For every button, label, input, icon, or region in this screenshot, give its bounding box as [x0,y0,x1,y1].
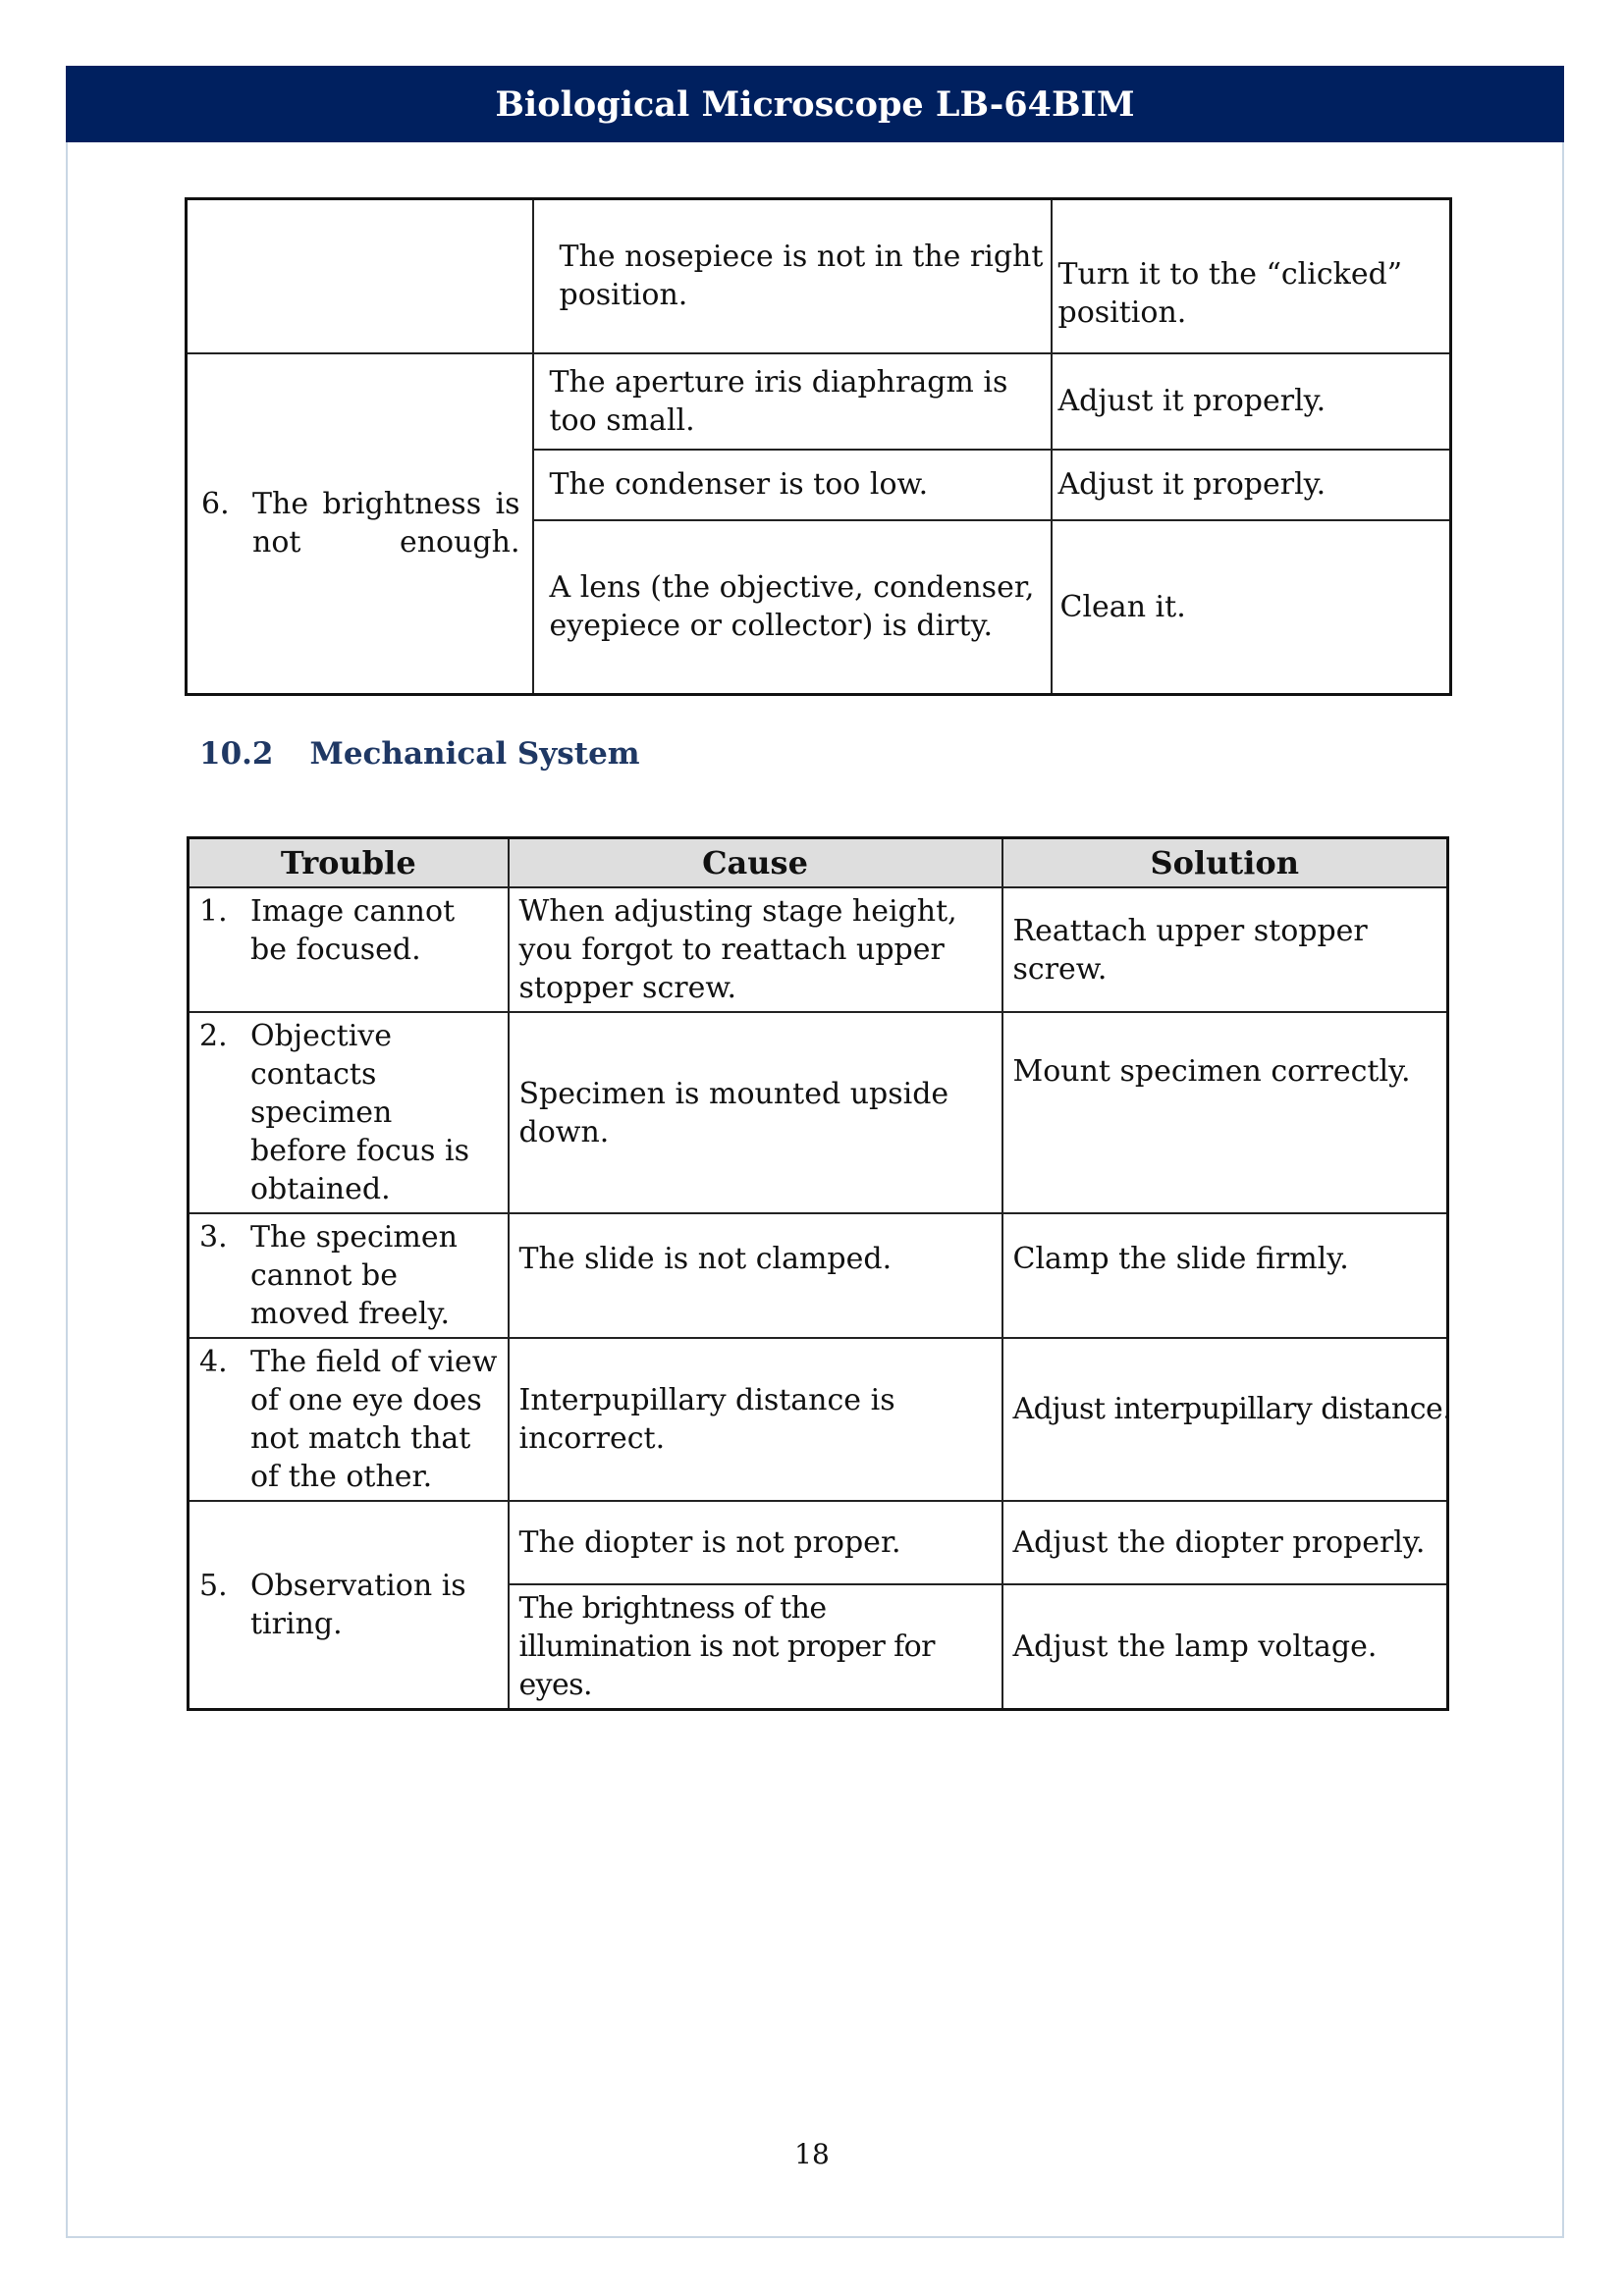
table-row [189,1338,1448,1501]
table-row [189,1012,1448,1213]
solution-cell: Clamp the slide firmly. [1002,1213,1448,1338]
trouble-cell [189,1501,509,1710]
solution-cell: Adjust it properly. [1052,353,1451,450]
cause-text: The brightness of the illumination is not proper for eyes. [518,1591,935,1702]
trouble-number: 3. [199,1220,228,1255]
trouble-text: The specimen cannot be moved freely. [250,1220,458,1331]
trouble-text: The field of view of one eye does not match that of the other. [250,1345,498,1494]
table-row [187,353,1451,450]
cause-cell: Specimen is mounted upside down. [509,1012,1002,1213]
cause-cell [509,1584,1002,1710]
cause-cell: A lens (the objective, condenser, eyepiece or collector) is dirty. [533,520,1052,695]
optical-trouble-table [185,197,1452,696]
cause-cell: The condenser is too low. [533,450,1052,520]
trouble-item [199,1567,498,1643]
trouble-cell [189,1213,509,1338]
trouble-cell [189,1338,509,1501]
header-title: Biological Microscope LB-64BIM [495,83,1135,125]
section-heading [199,736,640,772]
trouble-number: 5. [199,1569,228,1603]
cause-cell: The diopter is not proper. [509,1501,1002,1584]
trouble-cell [187,199,533,353]
solution-cell: Clean it. [1052,520,1451,695]
cause-cell: The slide is not clamped. [509,1213,1002,1338]
trouble-cell [187,353,533,695]
table-row [187,199,1451,353]
cause-cell: Interpupillary distance is incorrect. [509,1338,1002,1501]
solution-cell: Adjust the diopter properly. [1002,1501,1448,1584]
trouble-item [199,1017,498,1208]
trouble-cell [189,1012,509,1213]
trouble-item [199,1218,498,1333]
page-header [66,66,1564,142]
solution-cell: Adjust it properly. [1052,450,1451,520]
trouble-number: 6. [201,487,230,522]
page-number: 18 [794,2138,830,2170]
trouble-number: 2. [199,1019,228,1053]
section-number: 10.2 [199,736,274,772]
cause-cell: The nosepiece is not in the right position. [533,199,1052,353]
solution-cell: Adjust interpupillary distance. [1002,1338,1448,1501]
table-row [189,1213,1448,1338]
table-row [189,1501,1448,1584]
table-row [189,887,1448,1012]
table-header-row [189,838,1448,888]
trouble-item [201,485,520,561]
cause-cell: When adjusting stage height, you forgot to reattach upper stopper screw. [509,887,1002,1012]
mechanical-trouble-table [187,836,1452,1711]
trouble-number: 1. [199,894,228,929]
trouble-number: 4. [199,1345,228,1379]
header-solution: Solution [1002,838,1448,888]
cause-cell: The aperture iris diaphragm is too small. [533,353,1052,450]
solution-cell: Turn it to the “clicked” position. [1052,199,1451,353]
trouble-text: Observation is tiring. [250,1569,466,1641]
trouble-item [199,1343,498,1496]
trouble-text: The brightness is not enough. [252,487,520,561]
header-cause: Cause [509,838,1002,888]
solution-cell: Mount specimen correctly. [1002,1012,1448,1213]
trouble-item [199,892,498,969]
trouble-text: Objective contacts specimen before focus is obtained. [250,1019,469,1206]
trouble-text: Image cannot be focused. [250,894,456,967]
header-trouble: Trouble [189,838,509,888]
trouble-cell [189,887,509,1012]
solution-cell: Adjust the lamp voltage. [1002,1584,1448,1710]
section-title: Mechanical System [309,736,640,772]
solution-cell: Reattach upper stopper screw. [1002,887,1448,1012]
